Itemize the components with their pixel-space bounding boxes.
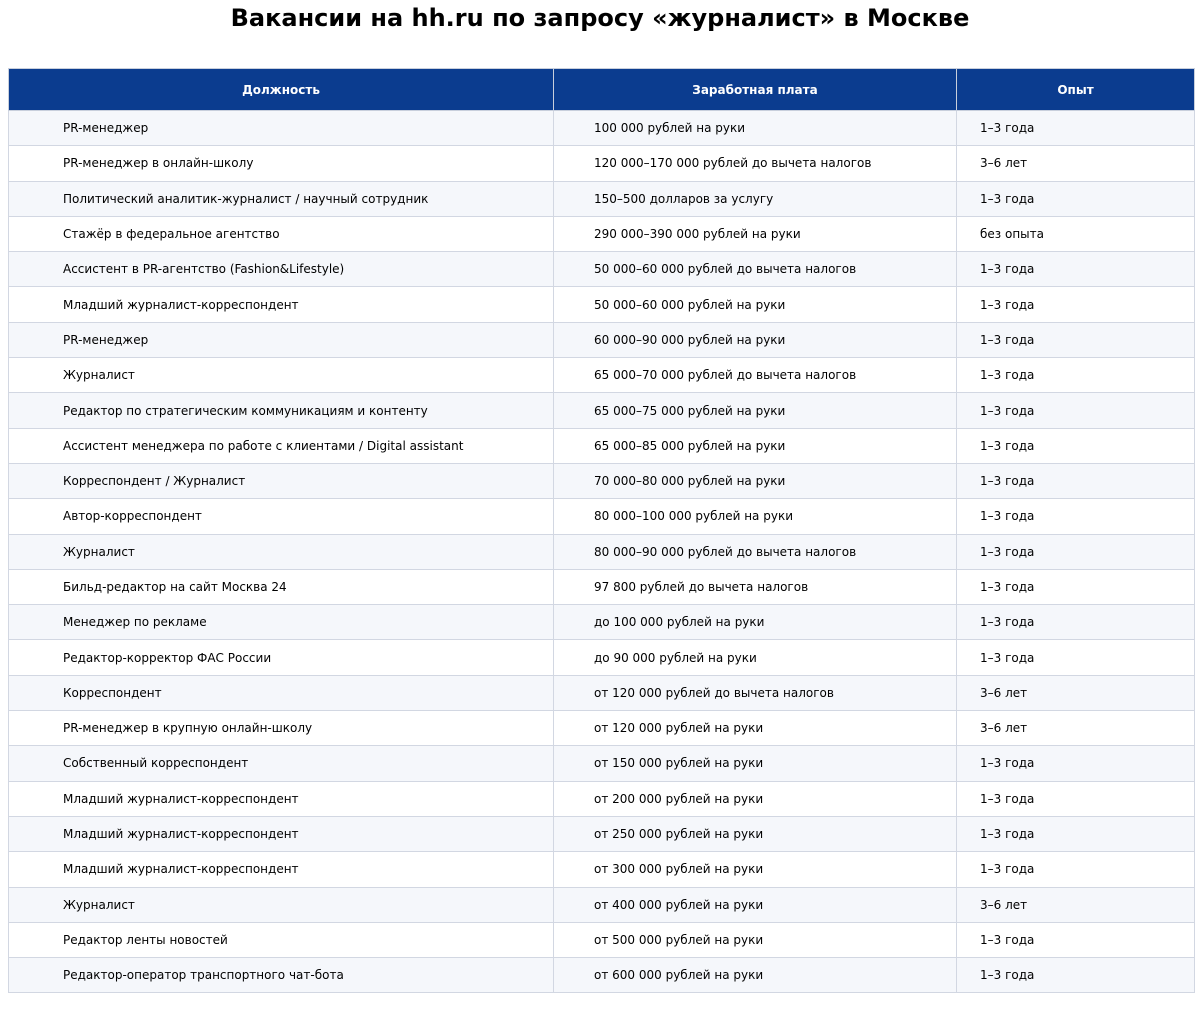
salary-cell: до 90 000 рублей на руки <box>554 640 957 675</box>
position-cell: Редактор ленты новостей <box>9 922 554 957</box>
salary-cell: от 150 000 рублей на руки <box>554 746 957 781</box>
salary-cell: 120 000–170 000 рублей до вычета налогов <box>554 146 957 181</box>
experience-cell: 1–3 года <box>957 781 1195 816</box>
salary-cell: 65 000–70 000 рублей до вычета налогов <box>554 358 957 393</box>
header-row <box>9 69 1195 111</box>
position-cell: Младший журналист-корреспондент <box>9 287 554 322</box>
salary-cell: до 100 000 рублей на руки <box>554 605 957 640</box>
salary-cell: 290 000–390 000 рублей на руки <box>554 216 957 251</box>
salary-cell: от 120 000 рублей до вычета налогов <box>554 675 957 710</box>
experience-cell: 3–6 лет <box>957 887 1195 922</box>
experience-cell: 1–3 года <box>957 252 1195 287</box>
salary-cell: 60 000–90 000 рублей на руки <box>554 322 957 357</box>
column-header-salary: Заработная плата <box>554 69 957 111</box>
table-row <box>9 781 1195 816</box>
salary-cell: 80 000–90 000 рублей до вычета налогов <box>554 534 957 569</box>
salary-cell: от 250 000 рублей на руки <box>554 816 957 851</box>
position-cell: Журналист <box>9 534 554 569</box>
salary-cell: 50 000–60 000 рублей до вычета налогов <box>554 252 957 287</box>
position-cell: Младший журналист-корреспондент <box>9 816 554 851</box>
table-row <box>9 358 1195 393</box>
position-cell: Ассистент менеджера по работе с клиентами / Digital assistant <box>9 428 554 463</box>
table-row <box>9 252 1195 287</box>
salary-cell: 50 000–60 000 рублей на руки <box>554 287 957 322</box>
position-cell: Стажёр в федеральное агентство <box>9 216 554 251</box>
position-cell: Собственный корреспондент <box>9 746 554 781</box>
experience-cell: без опыта <box>957 216 1195 251</box>
table-row <box>9 216 1195 251</box>
page-title: Вакансии на hh.ru по запросу «журналист» в Москве <box>230 4 970 32</box>
position-cell: PR-менеджер <box>9 111 554 146</box>
experience-cell: 1–3 года <box>957 640 1195 675</box>
salary-cell: 65 000–85 000 рублей на руки <box>554 428 957 463</box>
table-row <box>9 287 1195 322</box>
experience-cell: 1–3 года <box>957 358 1195 393</box>
experience-cell: 1–3 года <box>957 534 1195 569</box>
column-header-experience: Опыт <box>957 69 1195 111</box>
table-body <box>9 111 1195 993</box>
salary-cell: от 300 000 рублей на руки <box>554 852 957 887</box>
table-row <box>9 887 1195 922</box>
table-row <box>9 322 1195 357</box>
table-row <box>9 640 1195 675</box>
experience-cell: 1–3 года <box>957 111 1195 146</box>
position-cell: Ассистент в PR-агентство (Fashion&Lifestyle) <box>9 252 554 287</box>
experience-cell: 1–3 года <box>957 958 1195 993</box>
experience-cell: 3–6 лет <box>957 146 1195 181</box>
position-cell: Корреспондент <box>9 675 554 710</box>
experience-cell: 1–3 года <box>957 181 1195 216</box>
experience-cell: 1–3 года <box>957 463 1195 498</box>
experience-cell: 1–3 года <box>957 922 1195 957</box>
experience-cell: 1–3 года <box>957 499 1195 534</box>
experience-cell: 1–3 года <box>957 322 1195 357</box>
table-row <box>9 922 1195 957</box>
salary-cell: 100 000 рублей на руки <box>554 111 957 146</box>
experience-cell: 3–6 лет <box>957 711 1195 746</box>
experience-cell: 1–3 года <box>957 852 1195 887</box>
salary-cell: 80 000–100 000 рублей на руки <box>554 499 957 534</box>
position-cell: Политический аналитик-журналист / научный сотрудник <box>9 181 554 216</box>
position-cell: Редактор-оператор транспортного чат-бота <box>9 958 554 993</box>
vacancy-table <box>8 68 1195 993</box>
position-cell: Автор-корреспондент <box>9 499 554 534</box>
position-cell: Бильд-редактор на сайт Москва 24 <box>9 569 554 604</box>
position-cell: PR-менеджер в онлайн-школу <box>9 146 554 181</box>
table-row <box>9 534 1195 569</box>
experience-cell: 1–3 года <box>957 287 1195 322</box>
position-cell: Менеджер по рекламе <box>9 605 554 640</box>
position-cell: PR-менеджер <box>9 322 554 357</box>
table-header <box>9 69 1195 111</box>
salary-cell: от 120 000 рублей на руки <box>554 711 957 746</box>
table-row <box>9 958 1195 993</box>
position-cell: Журналист <box>9 887 554 922</box>
position-cell: PR-менеджер в крупную онлайн-школу <box>9 711 554 746</box>
position-cell: Редактор по стратегическим коммуникациям и контенту <box>9 393 554 428</box>
experience-cell: 1–3 года <box>957 605 1195 640</box>
position-cell: Журналист <box>9 358 554 393</box>
table-row <box>9 499 1195 534</box>
table-row <box>9 711 1195 746</box>
salary-cell: от 600 000 рублей на руки <box>554 958 957 993</box>
salary-cell: 65 000–75 000 рублей на руки <box>554 393 957 428</box>
position-cell: Редактор-корректор ФАС России <box>9 640 554 675</box>
table-row <box>9 852 1195 887</box>
table-row <box>9 605 1195 640</box>
column-header-position: Должность <box>9 69 554 111</box>
table-row <box>9 675 1195 710</box>
table-row <box>9 816 1195 851</box>
experience-cell: 1–3 года <box>957 816 1195 851</box>
salary-cell: 150–500 долларов за услугу <box>554 181 957 216</box>
position-cell: Младший журналист-корреспондент <box>9 781 554 816</box>
position-cell: Корреспондент / Журналист <box>9 463 554 498</box>
position-cell: Младший журналист-корреспондент <box>9 852 554 887</box>
experience-cell: 3–6 лет <box>957 675 1195 710</box>
table-row <box>9 428 1195 463</box>
salary-cell: от 500 000 рублей на руки <box>554 922 957 957</box>
salary-cell: 97 800 рублей до вычета налогов <box>554 569 957 604</box>
table-row <box>9 746 1195 781</box>
table-row <box>9 393 1195 428</box>
table-row <box>9 463 1195 498</box>
table-row <box>9 569 1195 604</box>
experience-cell: 1–3 года <box>957 746 1195 781</box>
salary-cell: от 200 000 рублей на руки <box>554 781 957 816</box>
experience-cell: 1–3 года <box>957 569 1195 604</box>
experience-cell: 1–3 года <box>957 393 1195 428</box>
table-row <box>9 111 1195 146</box>
salary-cell: 70 000–80 000 рублей на руки <box>554 463 957 498</box>
experience-cell: 1–3 года <box>957 428 1195 463</box>
table-row <box>9 181 1195 216</box>
table-row <box>9 146 1195 181</box>
salary-cell: от 400 000 рублей на руки <box>554 887 957 922</box>
